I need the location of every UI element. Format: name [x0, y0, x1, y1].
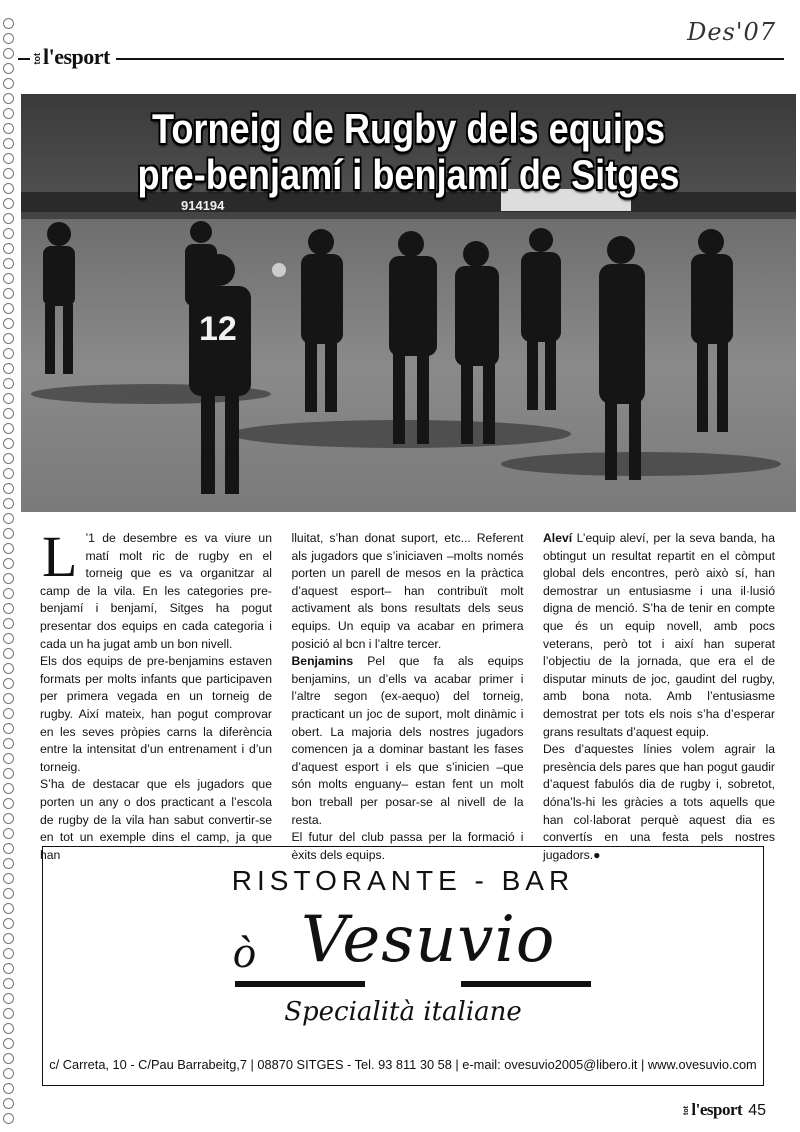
- spiral-ring: [3, 438, 14, 449]
- ad-title: RISTORANTE - BAR: [231, 865, 575, 896]
- spiral-ring: [3, 738, 14, 749]
- spiral-ring: [3, 63, 14, 74]
- section-lead-alevi: Aleví: [543, 531, 573, 545]
- spiral-ring: [3, 543, 14, 554]
- spiral-ring: [3, 513, 14, 524]
- restaurant-advertisement: [42, 846, 764, 1086]
- spiral-ring: [3, 93, 14, 104]
- section-lead-benjamins: Benjamins: [291, 654, 354, 669]
- spiral-ring: [3, 213, 14, 224]
- spiral-ring: [3, 393, 14, 404]
- spiral-ring: [3, 468, 14, 479]
- spiral-ring: [3, 843, 14, 854]
- spiral-ring: [3, 858, 14, 869]
- footer-logo-main: l'esport: [691, 1100, 743, 1119]
- spiral-ring: [3, 183, 14, 194]
- article-paragraph: Des d’aquestes línies volem agrair la presència dels pares que han pogut gaudir d’aquest fabulós dia de rugby i, sobretot, dóna’ls-hi les gràcies a tots aquells que han col·laborat perquè aquest dia es convertís en una festa pels nostres jugadors.●: [543, 742, 775, 862]
- spiral-ring: [3, 663, 14, 674]
- spiral-ring: [3, 123, 14, 134]
- spiral-ring: [3, 258, 14, 269]
- spiral-ring: [3, 243, 14, 254]
- spiral-ring: [3, 1008, 14, 1019]
- end-mark: ●: [593, 847, 601, 862]
- spiral-ring: [3, 798, 14, 809]
- page-number: 45: [748, 1102, 766, 1119]
- spiral-ring: [3, 648, 14, 659]
- spiral-ring: [3, 1113, 14, 1124]
- article-paragraph: lluitat, s’han donat suport, etc... Referent als jugadors que s’iniciaven –molts només porten un parell de mesos en la pràctica d’aquest esport– han contribuït molt activament als bons resultats dels seus equips. Un equip va acabar en primera posició al bcn i l’altre tercer.: [291, 531, 524, 651]
- spiral-ring: [3, 423, 14, 434]
- spiral-ring: [3, 1068, 14, 1079]
- article-body: [40, 524, 775, 862]
- spiral-ring: [3, 993, 14, 1004]
- spiral-ring: [3, 18, 14, 29]
- spiral-ring: [3, 153, 14, 164]
- article-paragraph: Els dos equips de pre-benjamins estaven formats per molts infants que participaven per primera vegada en un torneig de rugby. Així mateix, han pogut comprovar en les seves pròpies carns la diferència entre la intensitat d’un entrenament i d’un torneig.: [40, 654, 272, 774]
- spiral-ring: [3, 333, 14, 344]
- spiral-ring: [3, 963, 14, 974]
- ad-decorative-bar: [235, 981, 365, 987]
- spiral-ring: [3, 48, 14, 59]
- spiral-ring: [3, 1098, 14, 1109]
- spiral-ring: [3, 573, 14, 584]
- spiral-ring: [3, 768, 14, 779]
- spiral-ring: [3, 1083, 14, 1094]
- spiral-ring: [3, 828, 14, 839]
- spiral-ring: [3, 378, 14, 389]
- spiral-ring: [3, 873, 14, 884]
- spiral-ring: [3, 498, 14, 509]
- spiral-ring: [3, 813, 14, 824]
- headline: [75, 106, 742, 198]
- spiral-ring: [3, 603, 14, 614]
- spiral-ring: [3, 108, 14, 119]
- dropcap: L: [42, 524, 78, 589]
- spiral-ring: [3, 888, 14, 899]
- spiral-ring: [3, 273, 14, 284]
- ad-prefix: ò: [233, 926, 256, 977]
- article-paragraph: L ’1 de desembre es va viure un matí molt ric de rugby en el torneig que es va organitzar al camp de la vila. En les categories pre-benjamí i benjamí, Sitges ha pogut presentar dos equips en cada categoria i cada un ha jugat amb un bon nivell.: [40, 524, 272, 651]
- handwritten-date-note: Des'07: [687, 18, 776, 46]
- page-footer: [683, 1100, 766, 1120]
- spiral-ring: [3, 693, 14, 704]
- spiral-ring: [3, 978, 14, 989]
- spiral-ring: [3, 753, 14, 764]
- spiral-ring: [3, 483, 14, 494]
- spiral-ring: [3, 138, 14, 149]
- spiral-ring: [3, 168, 14, 179]
- article-paragraph: Aleví L’equip aleví, per la seva banda, ha obtingut un resultat repartit en el còmput global dels encontres, però això sí, han demostrar un entusiasme i una il·lusió digna de menció. S’ha de tenir en compte que és un equip novell, amb pocs veterans, però tot i així han superat l’objectiu de la jornada, que era el de disputar minuts de joc, gaudint del rugby, amb bona nota. Amb l’entusiasme demostrat per tots els nois s’ha d’esperar grans resultats d’aquest equip.: [543, 531, 775, 739]
- spiral-ring: [3, 708, 14, 719]
- header-rule: [18, 58, 784, 60]
- spiral-ring: [3, 288, 14, 299]
- spiral-ring: [3, 588, 14, 599]
- jersey-number: 12: [199, 310, 237, 348]
- spiral-ring: [3, 318, 14, 329]
- headline-line-2: pre-benjamí i benjamí de Sitges: [137, 151, 680, 198]
- spiral-ring: [3, 1053, 14, 1064]
- spiral-ring: [3, 33, 14, 44]
- spiral-ring: [3, 348, 14, 359]
- article-column-2: [291, 530, 524, 862]
- spiral-ring: [3, 303, 14, 314]
- spiral-ring: [3, 903, 14, 914]
- spiral-ring: [3, 198, 14, 209]
- logo-tot: tot: [32, 52, 42, 64]
- article-column-1: [40, 524, 272, 862]
- article-paragraph: S’ha de destacar que els jugadors que porten un any o dos practicant a l’escola de rugby de la vila han sabut convertir-se en tot un exemple dins el camp, ja que han: [40, 777, 272, 862]
- headline-line-1: Torneig de Rugby dels equips: [151, 105, 666, 152]
- logo-main: l'esport: [43, 44, 110, 69]
- ad-tagline: Specialità italiane: [284, 997, 522, 1027]
- spiral-ring: [3, 453, 14, 464]
- spiral-ring: [3, 78, 14, 89]
- spiral-ring: [3, 228, 14, 239]
- ad-decorative-bar: [461, 981, 591, 987]
- spiral-ring: [3, 1038, 14, 1049]
- article-paragraph: El futur del club passa per la formació i èxits dels equips.: [291, 830, 524, 862]
- spiral-ring: [3, 528, 14, 539]
- magazine-logo: [30, 44, 116, 70]
- spiral-ring: [3, 1023, 14, 1034]
- spiral-ring: [3, 633, 14, 644]
- spiral-ring: [3, 408, 14, 419]
- spiral-ring: [3, 678, 14, 689]
- ad-contact-line: c/ Carreta, 10 - C/Pau Barrabeitg,7 | 08870 SITGES - Tel. 93 811 30 58 | e-mail: ovesuvio2005@libero.it | www.ovesuvio.com: [49, 1057, 757, 1072]
- board-text: 914194: [181, 198, 225, 213]
- spiral-binding: [3, 18, 17, 1128]
- spiral-ring: [3, 948, 14, 959]
- spiral-ring: [3, 723, 14, 734]
- footer-logo-tot: tot: [683, 1106, 691, 1115]
- spiral-ring: [3, 618, 14, 629]
- spiral-ring: [3, 918, 14, 929]
- spiral-ring: [3, 933, 14, 944]
- article-paragraph: Benjamins Pel que fa als equips benjamins, un d’ells va acabar primer i l’altre segon (ex-aequo) del torneig, practicant un joc de suport, molt dinàmic i obert. La majoria dels nostres jugadors comencen ja a dominar bastant les fases d’aquest esport i els que s’inicien –que són molts enguany– estan fent un molt bon treball per posar-se al nivell de la resta.: [291, 654, 524, 827]
- spiral-ring: [3, 783, 14, 794]
- ad-restaurant-name: Vesuvio: [301, 903, 556, 977]
- article-column-3: [543, 530, 775, 862]
- spiral-ring: [3, 363, 14, 374]
- rugby-photo: [21, 94, 796, 512]
- spiral-ring: [3, 558, 14, 569]
